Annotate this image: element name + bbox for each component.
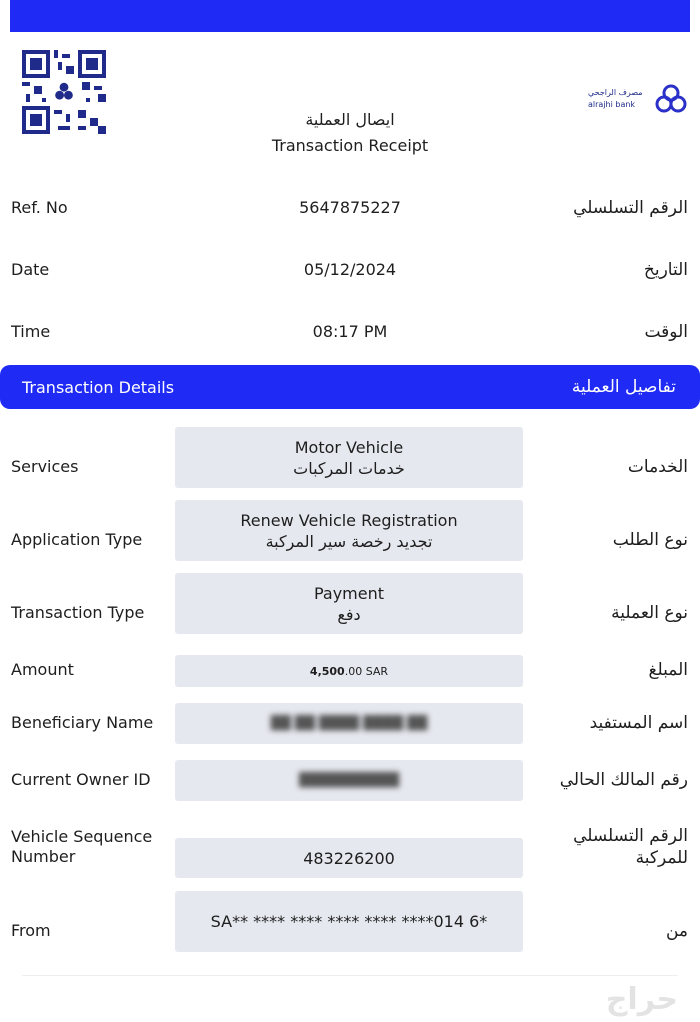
bottom-divider: [22, 975, 678, 976]
beneficiary-value-box: [175, 703, 523, 744]
application-type-label-ar: نوع الطلب: [612, 530, 688, 550]
vehicle-sequence-label-en-line1: Vehicle Sequence: [11, 827, 153, 846]
application-type-label-en: Application Type: [11, 530, 143, 549]
amount-value-box: [175, 655, 523, 687]
services-label-en: Services: [11, 457, 79, 476]
section-title-ar: تفاصيل العملية: [571, 377, 676, 397]
ref-label-ar: الرقم التسلسلي: [573, 198, 688, 218]
vehicle-sequence-label-en: [11, 827, 152, 867]
services-value-ar: خدمات المركبات: [293, 458, 405, 478]
application-type-value-ar: تجديد رخصة سير المركبة: [265, 531, 433, 551]
application-type-value-en: Renew Vehicle Registration: [240, 510, 458, 530]
amount-decimal: .00 SAR: [344, 664, 389, 678]
beneficiary-value: ██ ██ ████ ████ ██: [270, 716, 428, 731]
ref-value: 5647875227: [299, 198, 401, 217]
bank-name-ar: مصرف الراجحي: [588, 88, 643, 97]
owner-id-value: ██████████: [299, 773, 399, 788]
amount-main: 4,500: [309, 664, 345, 678]
receipt-title-en: Transaction Receipt: [271, 136, 429, 155]
beneficiary-label-ar: اسم المستفيد: [589, 713, 688, 733]
date-label-en: Date: [11, 260, 50, 279]
time-label-ar: الوقت: [644, 322, 688, 342]
transaction-type-label-ar: نوع العملية: [611, 603, 688, 623]
transaction-type-value-box: [175, 573, 523, 634]
from-value: SA** **** **** **** **** ****014 6*: [210, 912, 488, 931]
from-label-en: From: [11, 921, 51, 940]
amount-label-en: Amount: [11, 660, 74, 679]
application-type-value-box: [175, 500, 523, 561]
owner-id-label-ar: رقم المالك الحالي: [559, 770, 688, 790]
services-label-ar: الخدمات: [627, 457, 688, 477]
vehicle-sequence-label-ar: [573, 825, 688, 869]
date-label-ar: التاريخ: [643, 260, 688, 280]
transaction-type-value-ar: دفع: [337, 604, 361, 624]
owner-id-label-en: Current Owner ID: [11, 770, 151, 789]
amount-label-ar: المبلغ: [648, 660, 688, 680]
bank-name-en: alrajhi bank: [588, 100, 636, 109]
time-value: 08:17 PM: [312, 322, 388, 341]
transaction-type-label-en: Transaction Type: [11, 603, 145, 622]
vehicle-sequence-value-box: [175, 838, 523, 878]
services-value-box: [175, 427, 523, 488]
transaction-details-header: [0, 365, 700, 409]
vehicle-sequence-label-ar-line2: للمركبة: [635, 848, 688, 868]
owner-id-value-box: [175, 760, 523, 801]
receipt-title-ar: ايصال العملية: [305, 110, 395, 129]
top-bar: [10, 0, 690, 32]
vehicle-sequence-label-ar-line1: الرقم التسلسلي: [573, 826, 688, 846]
services-value-en: Motor Vehicle: [294, 437, 404, 457]
watermark: حراج: [605, 982, 678, 1017]
date-value: 05/12/2024: [303, 260, 397, 279]
section-title-en: Transaction Details: [22, 378, 175, 397]
from-value-box: [175, 891, 523, 952]
vehicle-sequence-value: 483226200: [303, 848, 395, 868]
vehicle-sequence-label-en-line2: Number: [11, 847, 76, 866]
amount-value: [310, 665, 388, 678]
transaction-type-value-en: Payment: [313, 583, 385, 603]
beneficiary-label-en: Beneficiary Name: [11, 713, 154, 732]
from-label-ar: من: [665, 921, 688, 941]
ref-label-en: Ref. No: [11, 198, 68, 217]
time-label-en: Time: [11, 322, 51, 341]
